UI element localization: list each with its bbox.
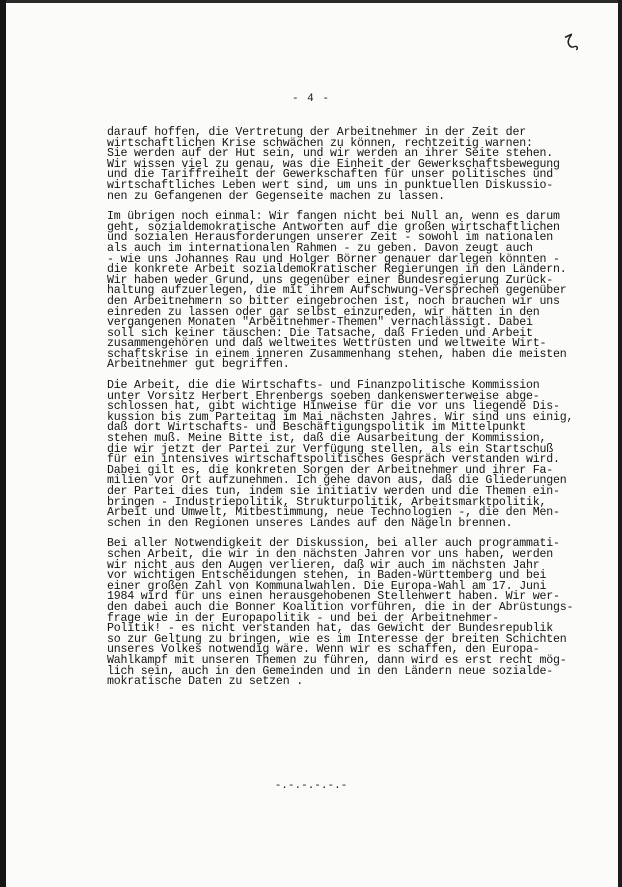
text-line: als auch im internationalen Rahmen - zu geben. Davon zeugt auch <box>107 241 533 255</box>
text-line: vor wichtigen Entscheidungen stehen, in Baden-Württemberg und bei <box>107 569 547 583</box>
text-line: wirtschaftlichen Krise schwächen zu können, rechtzeitig warnen: <box>107 136 533 150</box>
text-line: soll sich keiner täuschen: Die Tatsache, daß Frieden und Arbeit <box>107 326 533 340</box>
text-line: frage wie in der Europapolitik - und bei der Arbeitnehmer- <box>107 611 499 625</box>
text-line: die wir jetzt der Partei zur Verfügung stellen, als ein Startschuß <box>107 442 553 456</box>
text-line: schlossen hat, gibt wichtige Hinweise für die vor uns liegende Dis- <box>107 400 560 414</box>
text-line: kussion bis zum Parteitag im Mai nächsten Jahres. Wir sind uns einig, <box>107 410 574 424</box>
text-line: milien vor Ort aufzunehmen. Ich gehe davon aus, daß die Gliederungen <box>107 474 567 488</box>
paragraph-2 <box>107 212 587 371</box>
text-line: Wahlkampf mit unseren Themen zu führen, dann wird es erst recht mög- <box>107 653 567 667</box>
corner-mark: ζ <box>562 30 581 55</box>
text-line: darauf hoffen, die Vertretung der Arbeitnehmer in der Zeit der <box>107 126 526 139</box>
text-line: haltung aufzuerlegen, die mit ihrem Aufschwung-Versprechen gegenüber <box>107 284 567 298</box>
text-line: nen zu Gefangenen der Gegenseite machen zu lassen. <box>107 189 445 203</box>
text-line: so zur Geltung zu bringen, wie es im Interesse der breiten Schichten <box>107 632 567 646</box>
text-line: lich sein, auch in den Gemeinden und in den Ländern neue sozialde- <box>107 664 553 678</box>
text-line: Wir wissen viel zu genau, was die Einheit der Gewerkschaftsbewegung <box>107 157 560 171</box>
text-line: unseres Volkes notwendig wäre. Wenn wir es schaffen, den Europa- <box>107 643 540 657</box>
text-line: schaftskrise in einem inneren Zusammenhang stehen, haben die meisten <box>107 347 567 361</box>
text-line: daß dort Wirtschafts- und Beschäftigungspolitik im Mittelpunkt <box>107 421 526 435</box>
text-line: und die Tariffreiheit der Gewerkschaften für unser politisches und <box>107 168 553 182</box>
text-line: bringen - Industriepolitik, Strukturpolitik, Arbeitsmarktpolitik, <box>107 495 547 509</box>
paragraph-4 <box>107 539 587 687</box>
text-line: der Partei dies tun, indem sie initiativ werden und die Themen ein- <box>107 485 560 498</box>
signoff-divider: -.-.-.-.-.- <box>274 780 348 792</box>
text-line: stehen muß. Meine Bitte ist, daß die Ausarbeitung der Kommission, <box>107 432 547 446</box>
scan-edge-left <box>0 0 6 887</box>
text-line: geht, sozialdemokratische Antworten auf die großen wirtschaftlichen <box>107 220 560 234</box>
text-line: Arbeit und Umwelt, Mitbestimmung, neue Technologien -, die den Men- <box>107 506 560 520</box>
text-line: und sozialen Herausforderungen unserer Zeit - sowohl im nationalen <box>107 231 553 245</box>
scan-edge-right <box>618 0 622 887</box>
text-line: Wir haben weder Grund, uns gegenüber einer Bundesregierung Zurück- <box>107 273 553 287</box>
text-line: mokratische Daten zu setzen . <box>107 675 303 689</box>
text-line: Sie werden auf der Hut sein, und wir werden an ihrer Seite stehen. <box>107 147 553 161</box>
text-line: wir nicht aus den Augen verlieren, daß wir auch im nächsten Jahr <box>107 558 540 572</box>
text-line: einer großen Zahl von Kommunalwahlen. Die Europa-Wahl am 17. Juni <box>107 579 547 593</box>
page-number: - 4 - <box>291 93 330 105</box>
text-line: schen in den Regionen unseres Landes auf den Nägeln brennen. <box>107 516 513 530</box>
text-line: zusammengehören und daß weltweites Wettrüsten und weltweite Wirt- <box>107 337 547 351</box>
text-line: Arbeitnehmer gut begriffen. <box>107 358 290 372</box>
text-line: schen Arbeit, die wir in den nächsten Jahren vor uns haben, werden <box>107 547 553 561</box>
text-line: wirtschaftliches Leben wert sind, um uns in punktuellen Diskussio- <box>107 178 553 192</box>
document-body <box>107 128 587 698</box>
paragraph-3 <box>107 381 587 529</box>
text-line: Politik! - es nicht verstanden hat, das Gewicht der Bundesrepublik <box>107 622 553 636</box>
text-line: Bei aller Notwendigkeit der Diskussion, bei aller auch programmati- <box>107 537 560 551</box>
text-line: Im übrigen noch einmal: Wir fangen nicht bei Null an, wenn es darum <box>107 210 560 224</box>
text-line: vergangenen Monaten "Arbeitnehmer-Themen" vernachlässigt. Dabei <box>107 316 533 330</box>
text-line: Dabei gilt es, die konkreten Sorgen der Arbeitnehmer und ihrer Fa- <box>107 463 553 477</box>
text-line: den Arbeitnehmern so bitter eingebrochen ist, noch brauchen wir uns <box>107 294 560 308</box>
paragraph-1 <box>107 128 587 202</box>
scan-edge-top <box>0 0 622 3</box>
text-line: Die Arbeit, die die Wirtschafts- und Finanzpolitische Kommission <box>107 379 540 393</box>
text-line: 1984 wird für uns einen herausgehobenen Stellenwert haben. Wir wer- <box>107 590 560 604</box>
text-line: - wie uns Johannes Rau und Holger Börner genauer darlegen könnten - <box>107 252 560 266</box>
text-line: einreden zu lassen oder gar selbst einzureden, wir hätten in den <box>107 305 540 319</box>
text-line: für ein intensives wirtschaftspolitisches Gespräch verstanden wird. <box>107 453 560 467</box>
text-line: den dabei auch die Bonner Koalition vorführen, die in der Abrüstungs- <box>107 600 574 614</box>
text-line: die konkrete Arbeit sozialdemokratischer Regierungen in den Ländern. <box>107 263 567 277</box>
text-line: unter Vorsitz Herbert Ehrenbergs soeben dankenswerterweise abge- <box>107 389 540 403</box>
